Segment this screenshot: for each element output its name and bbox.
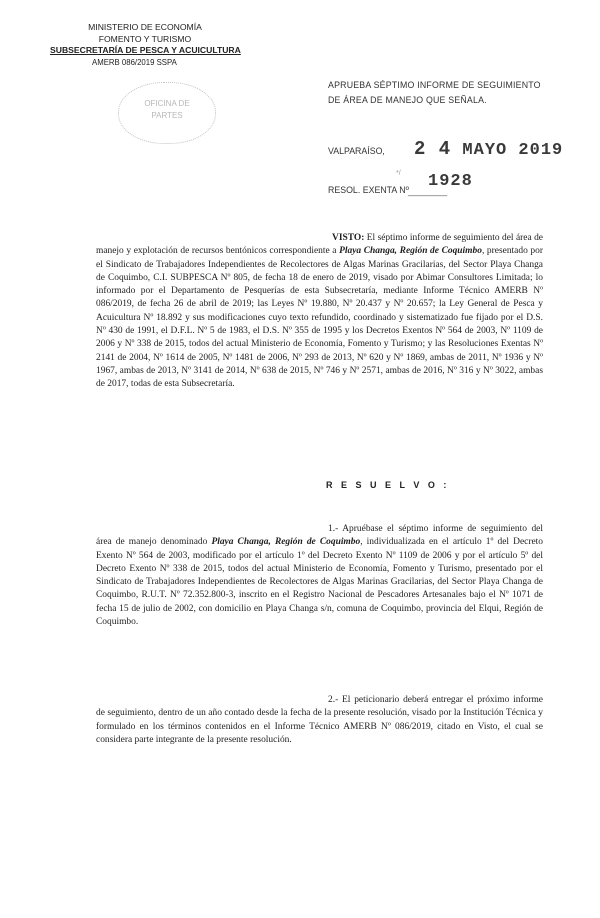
letterhead-subsecretaria: SUBSECRETARÍA DE PESCA Y ACUICULTURA <box>50 45 241 55</box>
date-city: VALPARAÍSO, <box>328 146 385 156</box>
point2-text: 2.- El peticionario deberá entregar el próximo informe de seguimiento, dentro de un año contado desde la fecha de la presente resolución, visado por la Institución Técnica y formulado en los términos contenidos en el Informe Técnico AMERB Nº 086/2019, citado en Visto, el cual se considera parte integrante de la presente resolución. <box>96 695 543 745</box>
letterhead-ministry: MINISTERIO DE ECONOMÍA <box>88 22 202 32</box>
visto-label: VISTO: <box>332 233 365 243</box>
date-stamp <box>414 138 563 160</box>
resolution-label: RESOL. EXENTA Nº <box>328 185 409 195</box>
date-month-year: MAYO 2019 <box>462 141 564 160</box>
resolution-point-1 <box>96 523 543 629</box>
resolution-line <box>328 172 578 198</box>
office-stamp <box>118 82 216 144</box>
point1-area-name: Playa Changa, Región de Coquimbo <box>211 537 361 548</box>
letterhead <box>50 22 240 68</box>
document-subject <box>328 78 568 108</box>
resuelvo-heading: R E S U E L V O : <box>326 480 450 490</box>
letterhead-reference: AMERB 086/2019 SSPA <box>92 57 177 67</box>
subject-line-2: DE ÁREA DE MANEJO QUE SEÑALA. <box>328 95 487 105</box>
visto-area-name: Playa Changa, Región de Coquimbo <box>339 246 482 257</box>
visto-paragraph <box>96 232 543 392</box>
date-line <box>328 138 578 160</box>
date-day: 2 4 <box>414 138 452 160</box>
resolution-blank: ________ <box>408 186 448 196</box>
visto-text-2: , presentado por el Sindicato de Trabajadores Independientes de Recolectores de Algas Marinas Gracilarias, del Sector Playa Changa de Coquimbo, C.I. SUBPESCA Nº 805, de fecha 18 de enero de 2019, visado por Abimar Consultores Limitada; lo informado por el Departamento de Pesquerías de esta Subsecretaría, mediante Informe Técnico AMERB Nº 086/2019, de fecha 26 de abril de 2019; las Leyes Nº 19.880, Nº 20.437 y Nº 20.657; la Ley General de Pesca y Acuicultura Nº 18.892 y sus modificaciones cuyo texto refundido, coordinado y sistematizado fue fijado por el D.S. Nº 430 de 1991, el D.F.L. Nº 5 de 1983, el D.S. Nº 355 de 1995 y los Decretos Exentos Nº 564 de 2003, Nº 1109 de 2006 y Nº 338 de 2015, todos del actual Ministerio de Economía, Fomento y Turismo; y las Resoluciones Exentas Nº 2141 de 2004, Nº 1614 de 2005, Nº 1481 de 2006, Nº 293 de 2013, Nº 620 y Nº 1869, ambas de 2011, Nº 1936 y Nº 1967, ambas de 2013, Nº 3141 de 2014, Nº 638 de 2015, Nº 746 y Nº 2571, ambas de 2016, Nº 316 y Nº 3022, ambas de 2017, todas de esta Subsecretaría. <box>96 246 543 390</box>
resolution-prefix: */ <box>396 170 401 177</box>
resolution-number: 1928 <box>428 172 473 191</box>
stamp-line-2: PARTES <box>151 111 183 120</box>
letterhead-ministry-sub: FOMENTO Y TURISMO <box>98 33 192 44</box>
point1-text-2: , individualizada en el artículo 1º del Decreto Exento Nº 564 de 2003, modificado por el artículo 1º del Decreto Exento Nº 1109 de 2006 y por el artículo 5º del Decreto Exento Nº 338 de 2015, todos del actual Ministerio de Economía, Fomento y Turismo, presentado por el Sindicato de Trabajadores Independientes de Recolectores de Algas Marinas Gracilarias, del Sector Playa Changa de Coquimbo, R.U.T. Nº 72.352.800-3, inscrito en el Registro Nacional de Pescadores Artesanales bajo el Nº 1071 de fecha 15 de julio de 2002, con domicilio en Playa Changa s/n, comuna de Coquimbo, provincia del Elqui, Región de Coquimbo. <box>96 537 543 628</box>
visto-text-1: El séptimo informe de seguimiento del área de manejo y explotación de recursos bentónicos correspondiente a <box>96 233 543 257</box>
resolution-point-2 <box>96 694 543 747</box>
stamp-line-1: OFICINA DE <box>144 99 190 108</box>
point1-text-1: 1.- Apruébase el séptimo informe de seguimiento del área de manejo denominado <box>96 524 543 548</box>
subject-line-1: APRUEBA SÉPTIMO INFORME DE SEGUIMIENTO <box>328 80 541 90</box>
